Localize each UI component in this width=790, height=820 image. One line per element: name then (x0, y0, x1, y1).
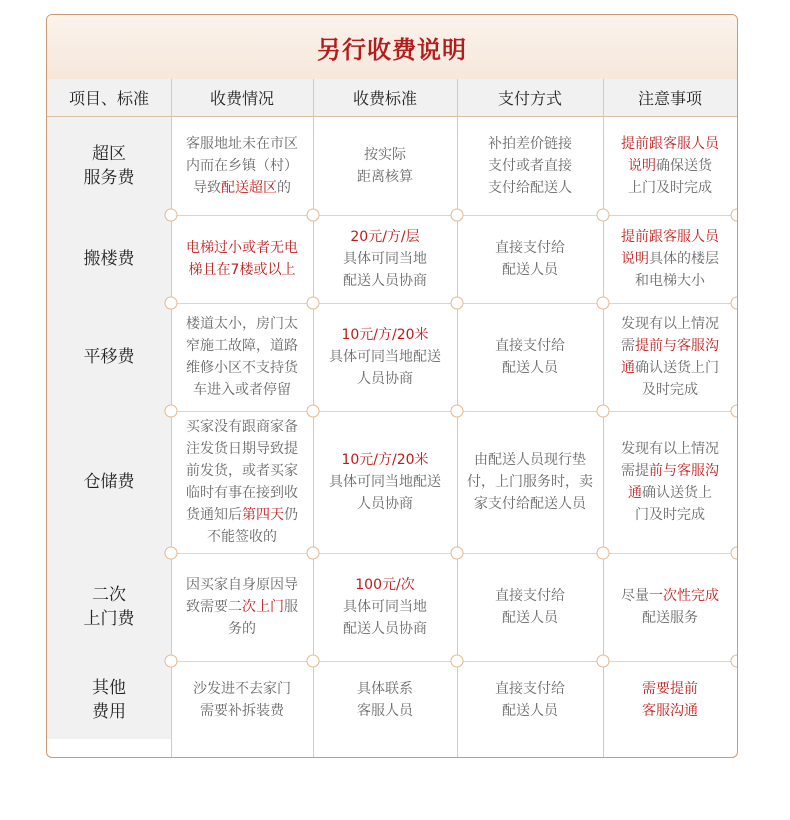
divider-dot (165, 655, 178, 668)
condition-cell (171, 215, 313, 303)
divider-dot (307, 297, 320, 310)
divider-dot (451, 209, 464, 222)
cell-text: 由配送人员现行垫 付，上门服务时，卖 家支付给配送人员 (467, 452, 593, 512)
payment-cell (457, 553, 603, 661)
highlight-text: 需要提前 客服沟通 (642, 681, 698, 719)
cell-text: 具体可同当地配送 人员协商 (329, 474, 441, 512)
cell-text: 具体联系 客服人员 (357, 681, 413, 719)
cell-text: 买家没有跟商家备 注发货日期导致提 前发货，或者买家 临时有事在接到收 货通知后 (186, 419, 298, 523)
standard-content (357, 678, 413, 722)
row-item-label: 搬楼费 (47, 215, 171, 303)
highlight-text: 10元/方/20米 (341, 452, 429, 468)
highlight-text: 前与客服沟 通 (628, 463, 719, 501)
standard-content (329, 324, 441, 390)
highlight-text: 提前与客服沟 通 (621, 338, 719, 376)
divider-dot (307, 209, 320, 222)
row-item-label: 其他 费用 (47, 661, 171, 739)
cell-text: 发现有以上情况 需 (621, 316, 719, 354)
standard-cell (313, 303, 457, 411)
condition-content (193, 678, 291, 722)
payment-content (467, 449, 593, 515)
condition-content (186, 313, 298, 401)
title-bar (47, 15, 737, 80)
divider-dot (307, 547, 320, 560)
note-cell (603, 117, 737, 215)
condition-cell (171, 411, 313, 553)
cell-text: 具体可同当地 配送人员协商 (343, 251, 427, 289)
note-content (621, 313, 719, 401)
divider-dot (165, 209, 178, 222)
cell-text: 沙发进不去家门 需要补拆装费 (193, 681, 291, 719)
condition-cell (171, 303, 313, 411)
note-content (621, 438, 719, 526)
divider-dot (165, 547, 178, 560)
divider-dot (731, 655, 739, 668)
row-item-label: 二次 上门费 (47, 553, 171, 661)
cell-text: 直接支付给 配送人员 (495, 681, 565, 719)
page-title: 另行收费说明 (317, 35, 467, 64)
payment-cell (457, 215, 603, 303)
payment-cell (457, 411, 603, 553)
note-cell (603, 215, 737, 303)
fee-table (47, 79, 737, 739)
payment-content (495, 678, 565, 722)
condition-content (186, 416, 298, 548)
cell-text: 确认送货上 门及时完成 (635, 485, 712, 523)
cell-text: 配送服务 (642, 610, 698, 626)
cell-text: 按实际 距离核算 (357, 147, 413, 185)
standard-cell (313, 117, 457, 215)
highlight-text: 提前跟客服人员 说明 (621, 136, 719, 174)
cell-text: 仍 不能签收的 (207, 507, 298, 545)
standard-content (343, 226, 427, 292)
highlight-text: 电梯过小或者无电 梯且在7楼或以上 (186, 240, 298, 278)
standard-content (329, 449, 441, 515)
divider-dot (165, 405, 178, 418)
cell-text: 直接支付给 配送人员 (495, 588, 565, 626)
header-condition: 收费情况 (171, 79, 313, 117)
cell-text: 确认送货上门 及时完成 (635, 360, 719, 398)
note-cell (603, 303, 737, 411)
divider-dot (597, 209, 610, 222)
divider-dot (731, 547, 739, 560)
note-content (642, 678, 698, 722)
standard-cell (313, 553, 457, 661)
fee-card (46, 14, 738, 758)
note-cell (603, 661, 737, 739)
cell-text: 尽量 (621, 588, 649, 604)
divider-dot (451, 655, 464, 668)
divider-dot (597, 405, 610, 418)
highlight-text: 第四天 (242, 507, 284, 523)
payment-cell (457, 117, 603, 215)
note-cell (603, 553, 737, 661)
payment-content (495, 585, 565, 629)
condition-cell (171, 553, 313, 661)
standard-cell (313, 215, 457, 303)
note-content (621, 585, 719, 629)
row-item-label: 超区 服务费 (47, 117, 171, 215)
payment-cell (457, 303, 603, 411)
payment-content (495, 237, 565, 281)
divider-dot (597, 547, 610, 560)
cell-text: 楼道太小，房门太 窄施工故障，道路 维修小区不支持货 车进入或者停留 (186, 316, 298, 398)
highlight-text: 二次上门 (228, 599, 284, 615)
highlight-text: 提前跟客服人员 说明 (621, 229, 719, 267)
header-item: 项目、标准 (47, 79, 171, 117)
highlight-text: 100元/次 (355, 577, 415, 593)
cell-text: 补拍差价链接 支付或者直接 支付给配送人 (488, 136, 572, 196)
divider-dot (165, 297, 178, 310)
divider-dot (451, 547, 464, 560)
cell-text: 具体可同当地 配送人员协商 (343, 599, 427, 637)
highlight-text: 10元/方/20米 (341, 327, 429, 343)
cell-text: 服 务的 (228, 599, 298, 637)
header-payment: 支付方式 (457, 79, 603, 117)
divider-dot (731, 405, 739, 418)
standard-content (357, 144, 413, 188)
condition-cell (171, 117, 313, 215)
payment-cell (457, 661, 603, 739)
payment-content (495, 335, 565, 379)
note-content (621, 226, 719, 292)
header-standard: 收费标准 (313, 79, 457, 117)
divider-dot (307, 655, 320, 668)
cell-text: 具体的楼层 和电梯大小 (635, 251, 719, 289)
cell-text: 发现有以上情况 需提 (621, 441, 719, 479)
condition-cell (171, 661, 313, 739)
standard-cell (313, 661, 457, 739)
condition-content (186, 237, 298, 281)
divider-dot (731, 209, 739, 222)
highlight-text: 一次性完成 (649, 588, 719, 604)
cell-text: 确保送货 上门及时完成 (628, 158, 712, 196)
divider-dot (451, 405, 464, 418)
cell-text: 的 (277, 180, 291, 196)
cell-text: 具体可同当地配送 人员协商 (329, 349, 441, 387)
highlight-text: 配送超区 (221, 180, 277, 196)
standard-content (343, 574, 427, 640)
cell-text: 客服地址未在市区 内而在乡镇（村） 导致 (186, 136, 298, 196)
divider-dot (307, 405, 320, 418)
header-note: 注意事项 (603, 79, 737, 117)
condition-content (186, 133, 298, 199)
standard-cell (313, 411, 457, 553)
note-content (621, 133, 719, 199)
condition-content (186, 574, 298, 640)
divider-dot (597, 297, 610, 310)
cell-text: 直接支付给 配送人员 (495, 338, 565, 376)
divider-dot (731, 297, 739, 310)
payment-content (488, 133, 572, 199)
note-cell (603, 411, 737, 553)
highlight-text: 20元/方/层 (350, 229, 420, 245)
divider-dot (597, 655, 610, 668)
row-item-label: 平移费 (47, 303, 171, 411)
divider-dot (451, 297, 464, 310)
row-item-label: 仓储费 (47, 411, 171, 553)
cell-text: 因买家自身原因导 致需要 (186, 577, 298, 615)
cell-text: 直接支付给 配送人员 (495, 240, 565, 278)
